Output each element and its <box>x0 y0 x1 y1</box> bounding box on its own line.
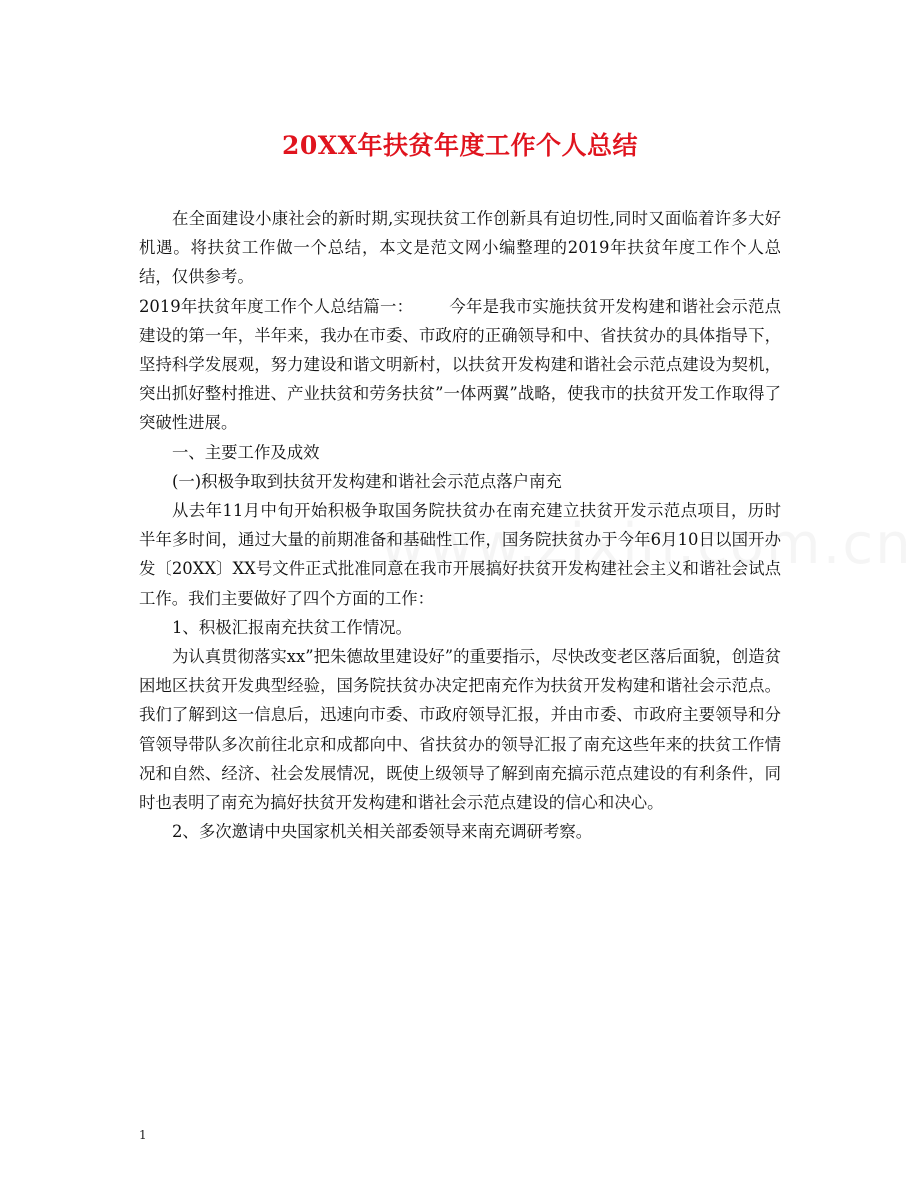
paragraph-since-last-year: 从去年11月中旬开始积极争取国务院扶贫办在南充建立扶贫开发示范点项目，历时半年多时间，通过大量的前期准备和基础性工作，国务院扶贫办于今年6月10日以国开办发〔20XX〕XX号文件正式批准同意在我市开展搞好扶贫开发构建社会主义和谐社会试点工作。我们主要做好了四个方面的工作： <box>139 501 781 608</box>
item-1-heading: 1、积极汇报南充扶贫工作情况。 <box>172 617 412 637</box>
paragraph-implementation: 为认真贯彻落实xx”把朱德故里建设好”的重要指示，尽快改变老区落后面貌，创造贫困地区扶贫开发典型经验，国务院扶贫办决定把南充作为扶贫开发构建和谐社会示范点。我们了解到这一信息后，迅速向市委、市政府领导汇报，并由市委、市政府主要领导和分管领导带队多次前往北京和成都向中、省扶贫办的领导汇报了南充这些年来的扶贫工作情况和自然、经济、社会发展情况，既使上级领导了解到南充搞示范点建设的有利条件，同时也表明了南充为搞好扶贫开发构建和谐社会示范点建设的信心和决心。 <box>139 647 781 813</box>
item-2-heading: 2、多次邀请中央国家机关相关部委领导来南充调研考察。 <box>172 822 593 842</box>
subheading-demonstration-point: (一)积极争取到扶贫开发构建和谐社会示范点落户南充 <box>172 471 562 491</box>
intro-paragraph: 在全面建设小康社会的新时期,实现扶贫工作创新具有迫切性,同时又面临着许多大好机遇。将扶贫工作做一个总结，本文是范文网小编整理的2019年扶贫年度工作个人总结，仅供参考。 <box>139 209 781 287</box>
document-title: 20XX年扶贫年度工作个人总结 <box>281 131 639 160</box>
document-body <box>139 204 781 846</box>
section-paragraph <box>139 292 781 438</box>
section-body: 今年是我市实施扶贫开发构建和谐社会示范点建设的第一年，半年来，我办在市委、市政府的正确领导和中、省扶贫办的具体指导下，坚持科学发展观，努力建设和谐文明新村，以扶贫开发构建和谐社会示范点建设为契机，突出抓好整村推进、产业扶贫和劳务扶贫”一体两翼”战略，使我市的扶贫开发工作取得了突破性进展。 <box>139 296 781 433</box>
page-number: 1 <box>139 1128 147 1142</box>
heading-main-work: 一、主要工作及成效 <box>172 442 320 462</box>
section-heading: 2019年扶贫年度工作个人总结篇一： <box>139 296 414 316</box>
